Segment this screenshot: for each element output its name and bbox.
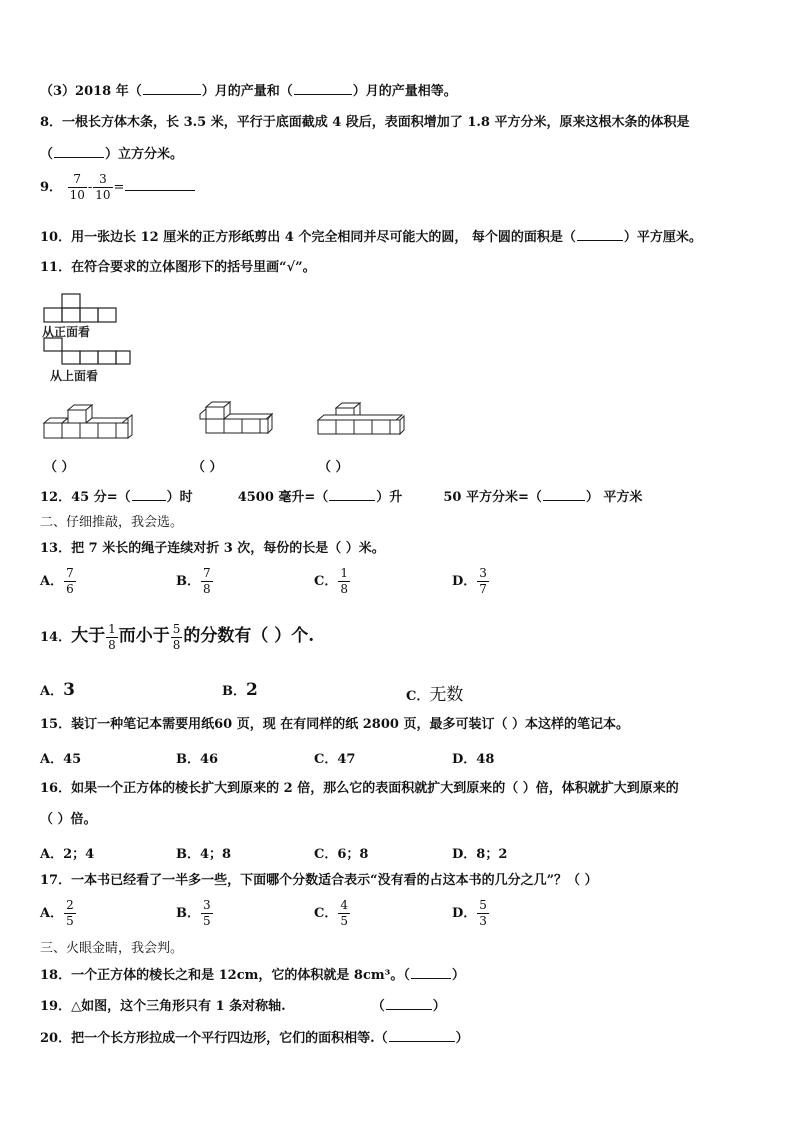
answer-blank[interactable] (132, 488, 166, 501)
q14-option-b[interactable]: B．2 (222, 680, 258, 700)
q13-text: 13．把 7 米长的绳子连续对折 3 次，每份的长是（ ）米。 (40, 541, 385, 556)
q15-option-a[interactable]: A．45 (40, 752, 82, 767)
q15-text: 15．装订一种笔记本需要用纸60 页，现 在有同样的纸 2800 页，最多可装订（ ）本这样的笔记本。 (40, 717, 629, 732)
fraction: $\frac{3}{10}$ (95, 172, 111, 202)
q12-line: 12．45 分=（ ）时 4500 毫升=（ ）升 50 平方分米=（ ） 平方米 (40, 490, 643, 505)
q17-text: 17．一本书已经看了一半多一些，下面哪个分数适合表示“没有看的占这本书的几分之几”？（ ） (40, 873, 598, 888)
answer-blank[interactable] (577, 228, 623, 241)
q19-line: 19．△如图，这个三角形只有 1 条对称轴. （ ） (40, 999, 446, 1014)
section-heading: 三、火眼金睛，我会判。 (40, 941, 184, 956)
q16-option-a[interactable]: A．2；4 (40, 847, 95, 862)
q13-option-d[interactable]: D． $\frac{3}{7}$ (452, 566, 487, 596)
answer-paren-c[interactable]: （ ） (318, 460, 349, 475)
q16-option-b[interactable]: B．4；8 (176, 847, 232, 862)
solid-figure-b (192, 398, 274, 438)
q17-option-d[interactable]: D． $\frac{5}{3}$ (452, 898, 487, 928)
q3-sub-line: （3）2018 年（ ）月的产量和（ ）月的产量相等。 (40, 84, 457, 99)
answer-blank[interactable] (143, 82, 201, 95)
q10-line: 10．用一张边长 12 厘米的正方形纸剪出 4 个完全相同并尽可能大的圆， 每个圆的面积是（ ）平方厘米。 (40, 230, 702, 245)
q14-option-c[interactable]: C．无数 (406, 685, 464, 705)
q16-option-c[interactable]: C．6；8 (314, 847, 369, 862)
solid-figure-a (42, 403, 134, 441)
q8-line2: （ ）立方分米。 (40, 147, 184, 162)
fraction: $\frac{7}{10}$ (69, 172, 85, 202)
q13-option-c[interactable]: C． $\frac{1}{8}$ (314, 566, 348, 596)
q9-line: 9． $\frac{7}{10}$ - $\frac{3}{10}$ = (40, 172, 196, 203)
q17-option-c[interactable]: C． $\frac{4}{5}$ (314, 898, 348, 928)
answer-paren-b[interactable]: （ ） (192, 460, 223, 475)
answer-paren-a[interactable]: （ ） (44, 460, 75, 475)
q16-option-d[interactable]: D．8；2 (452, 847, 508, 862)
q17-option-a[interactable]: A． $\frac{2}{5}$ (40, 898, 74, 928)
q16-line1: 16．如果一个正方体的棱长扩大到原来的 2 倍，那么它的表面积就扩大到原来的（ ）倍，体积就扩大到原来的 (40, 781, 679, 796)
q15-option-c[interactable]: C．47 (314, 752, 356, 767)
q11-text: 11．在符合要求的立体图形下的括号里画“√”。 (40, 260, 316, 275)
q14-line: 14．大于 $\frac{1}{8}$ 而小于 $\frac{5}{8}$ 的分数有（ ）个. (40, 622, 315, 652)
q15-option-d[interactable]: D．48 (452, 752, 495, 767)
q13-option-a[interactable]: A． $\frac{7}{6}$ (40, 566, 74, 596)
q14-option-a[interactable]: A．3 (40, 680, 75, 700)
answer-blank[interactable] (389, 1029, 455, 1042)
front-view-figure (42, 292, 132, 324)
top-view-label: 从上面看 (50, 369, 99, 383)
answer-blank[interactable] (543, 488, 585, 501)
q8-line1: 8．一根长方体木条，长 3.5 米，平行于底面截成 4 段后，表面积增加了 1.8 平方分米，原来这根木条的体积是 (40, 115, 690, 130)
q20-line: 20．把一个长方形拉成一个平行四边形，它们的面积相等.（ ） (40, 1031, 469, 1046)
answer-blank[interactable] (294, 82, 352, 95)
answer-blank[interactable] (386, 997, 432, 1010)
front-view-label: 从正面看 (42, 325, 91, 339)
solid-figure-c (316, 400, 408, 438)
answer-blank[interactable] (125, 178, 195, 191)
top-view-figure (42, 336, 132, 366)
answer-blank[interactable] (411, 966, 451, 979)
answer-blank[interactable] (329, 488, 375, 501)
q18-line: 18．一个正方体的棱长之和是 12cm，它的体积就是 8cm³。（ ） (40, 968, 465, 983)
section-heading: 二、仔细推敲，我会选。 (40, 515, 184, 530)
answer-blank[interactable] (54, 145, 104, 158)
q16-line2: （ ）倍。 (40, 812, 97, 827)
q17-option-b[interactable]: B． $\frac{3}{5}$ (176, 898, 211, 928)
q13-option-b[interactable]: B． $\frac{7}{8}$ (176, 566, 211, 596)
q15-option-b[interactable]: B．46 (176, 752, 219, 767)
